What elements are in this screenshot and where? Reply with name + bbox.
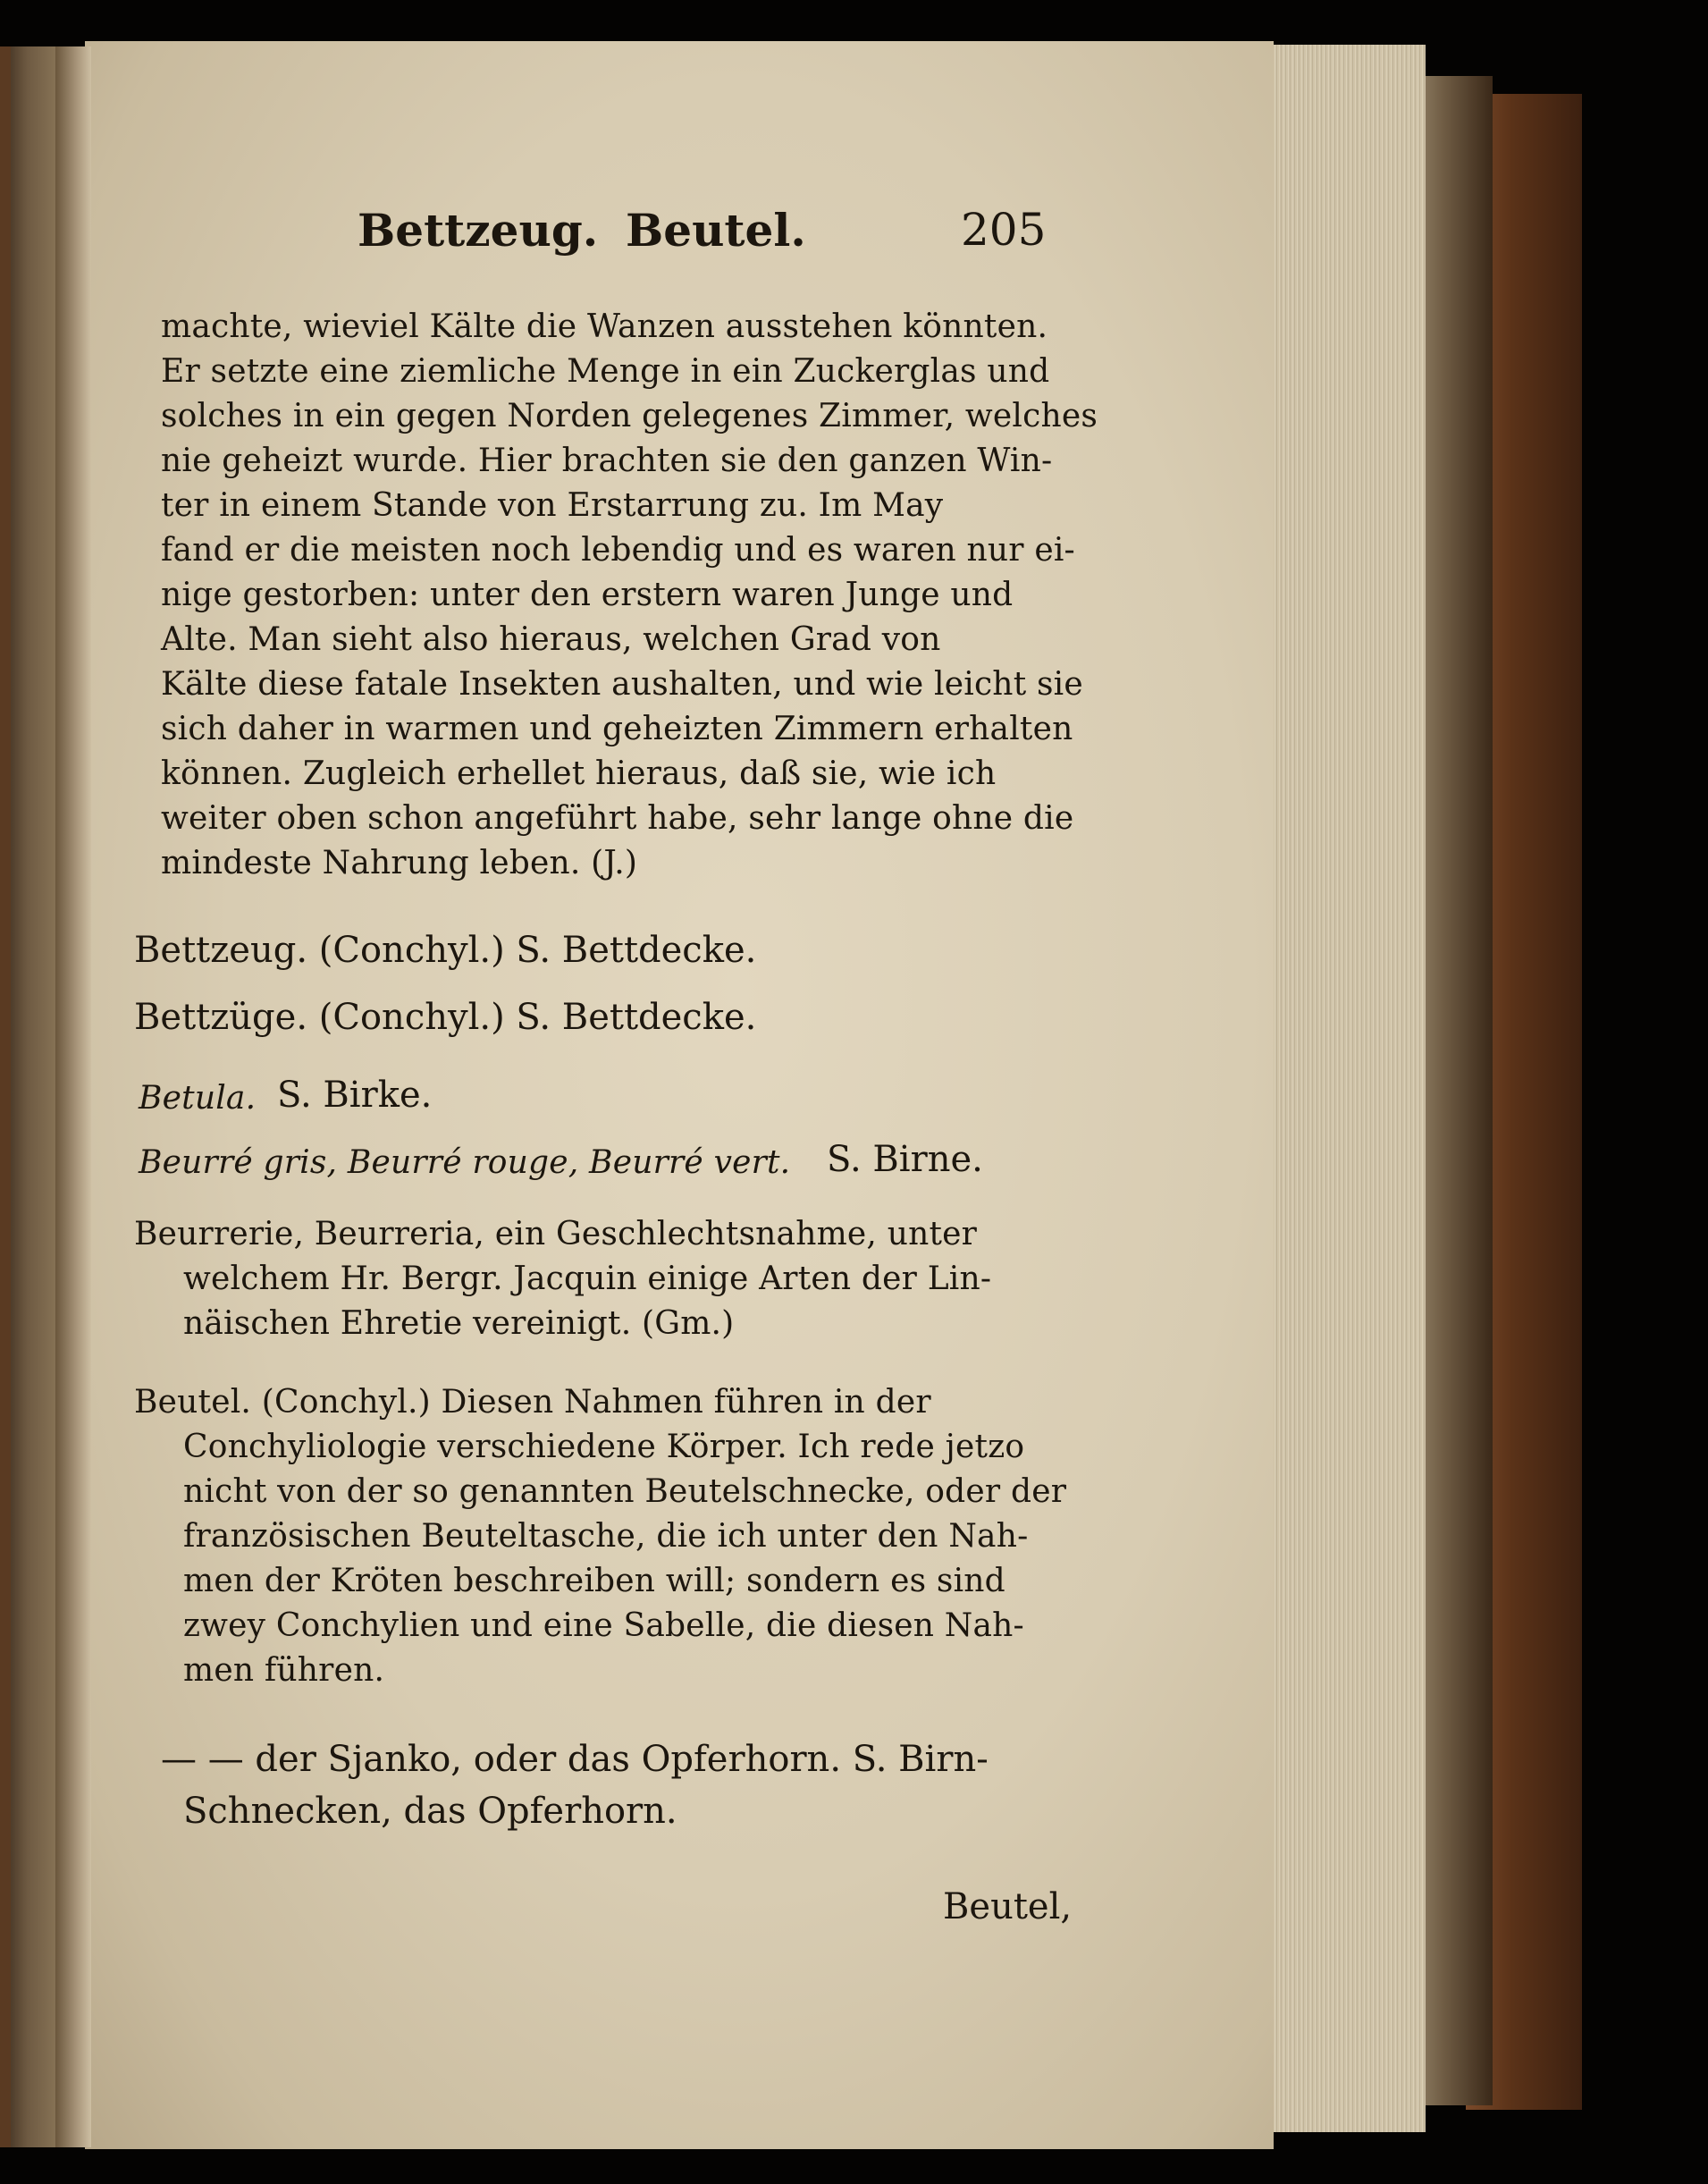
text-line: Beurrerie, Beurreria, ein Geschlechtsnahme, unter	[134, 1216, 978, 1252]
header-left-title: Bettzeug.	[358, 204, 599, 257]
text-line: näischen Ehretie vereinigt. (Gm.)	[183, 1305, 735, 1342]
text-line: Kälte diese fatale Insekten aushalten, und wie leicht sie	[161, 666, 1083, 703]
header-right-title: Beutel.	[626, 204, 806, 257]
left-cover	[0, 46, 11, 2147]
text-line: men führen.	[183, 1652, 385, 1689]
text-line: welchem Hr. Bergr. Jacquin einige Arten der Lin-	[183, 1261, 992, 1297]
text-line: — — der Sjanko, oder das Opferhorn. S. Birn-	[161, 1739, 989, 1780]
entry-betula-ref: S. Birke.	[277, 1075, 433, 1116]
text-line: Er setzte eine ziemliche Menge in ein Zuckerglas und	[161, 353, 1050, 390]
entry-betula-term: Betula.	[139, 1080, 257, 1117]
text-line: weiter oben schon angeführt habe, sehr lange ohne die	[161, 800, 1074, 837]
catchword: Beutel,	[943, 1886, 1073, 1927]
text-line: Beutel. (Conchyl.) Diesen Nahmen führen in der	[134, 1384, 931, 1421]
text-line: solches in ein gegen Norden gelegenes Zimmer, welches	[161, 398, 1098, 434]
text-line: Schnecken, das Opferhorn.	[183, 1791, 677, 1832]
gutter	[55, 46, 91, 2147]
text-line: nicht von der so genannten Beutelschnecke, oder der	[183, 1473, 1067, 1510]
page-stack-edge	[1256, 45, 1426, 2132]
text-line: machte, wieviel Kälte die Wanzen ausstehen könnten.	[161, 308, 1048, 345]
text-line: mindeste Nahrung leben. (J.)	[161, 845, 638, 881]
text-line: französischen Beuteltasche, die ich unter den Nah-	[183, 1518, 1029, 1555]
text-line: ter in einem Stande von Erstarrung zu. Im May	[161, 487, 944, 524]
entry-bettzeug: Bettzeug. (Conchyl.) S. Bettdecke.	[134, 930, 757, 971]
entry-beurre-terms: Beurré gris, Beurré rouge, Beurré vert.	[139, 1144, 791, 1181]
text-line: zwey Conchylien und eine Sabelle, die diesen Nah-	[183, 1607, 1024, 1644]
text-line: Alte. Man sieht also hieraus, welchen Grad von	[161, 621, 941, 658]
page-number: 205	[961, 204, 1047, 256]
text-line: nie geheizt wurde. Hier brachten sie den ganzen Win-	[161, 443, 1053, 479]
text-line: fand er die meisten noch lebendig und es waren nur ei-	[161, 532, 1075, 569]
text-line: Conchyliologie verschiedene Körper. Ich rede jetzo	[183, 1429, 1025, 1465]
text-line: sich daher in warmen und geheizten Zimmern erhalten	[161, 711, 1073, 747]
entry-bettzuege: Bettzüge. (Conchyl.) S. Bettdecke.	[134, 997, 757, 1038]
entry-beurre-ref: S. Birne.	[827, 1139, 983, 1180]
text-line: nige gestorben: unter den erstern waren Junge und	[161, 577, 1014, 613]
text-line: men der Kröten beschreiben will; sondern es sind	[183, 1563, 1005, 1599]
text-line: können. Zugleich erhellet hieraus, daß sie, wie ich	[161, 755, 997, 792]
